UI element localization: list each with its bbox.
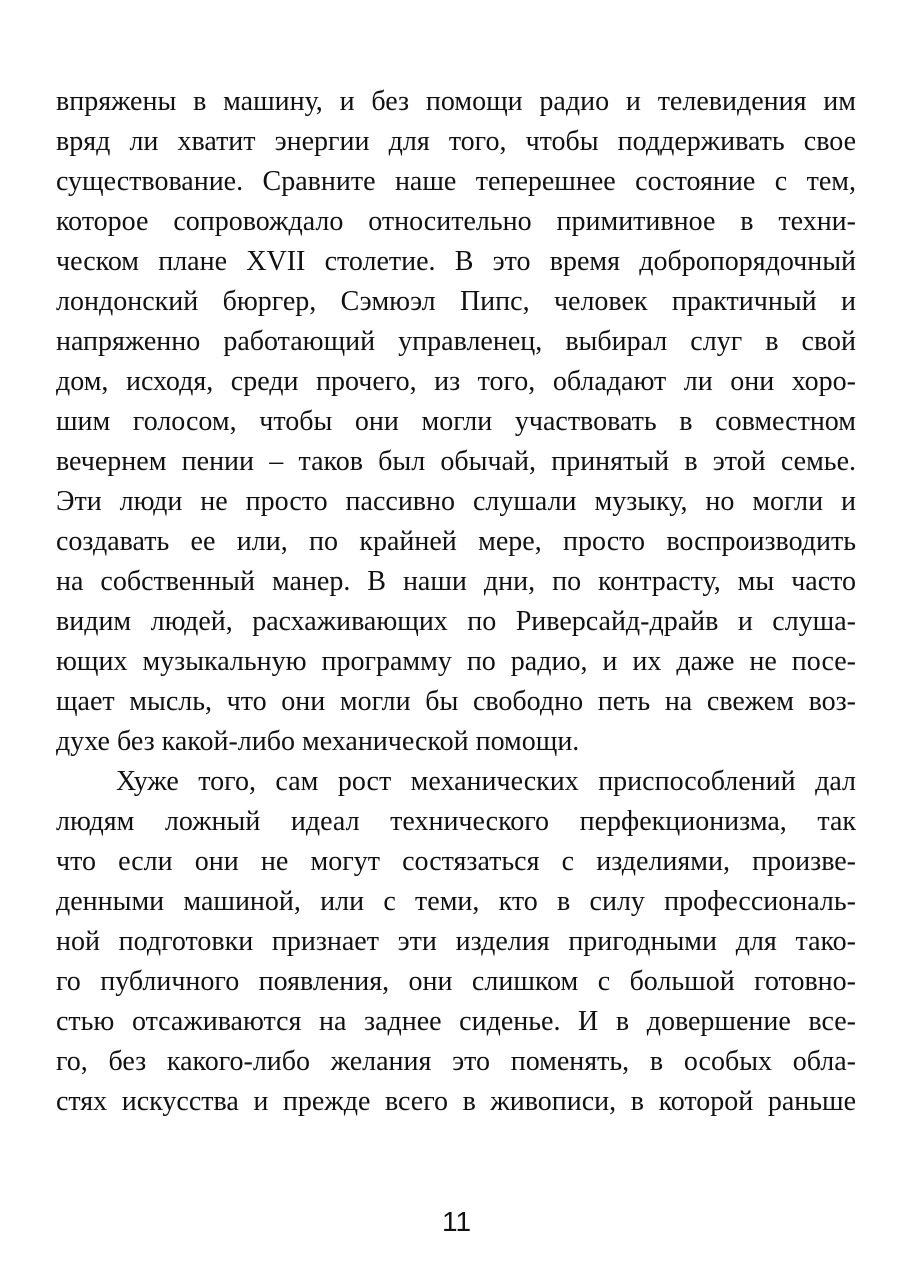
paragraph-2 — [56, 762, 856, 1122]
text-line: Эти люди не просто пассивно слушали музыку, но могли и — [56, 486, 856, 517]
text-line: людям ложный идеал технического перфекционизма, так — [56, 806, 856, 837]
text-line: духе без какой-либо механической помощи. — [56, 726, 580, 757]
text-line: шим голосом, чтобы они могли участвовать в совместном — [56, 406, 856, 437]
body-text — [56, 82, 856, 1122]
text-line: на собственный манер. В наши дни, по контрасту, мы часто — [56, 566, 856, 597]
text-line: стях искусства и прежде всего в живописи, в которой раньше — [56, 1086, 856, 1117]
text-line: впряжены в машину, и без помощи радио и телевидения им — [56, 86, 856, 117]
text-line: стью отсаживаются на заднее сиденье. И в довершение все- — [56, 1006, 856, 1037]
text-line: которое сопровождало относительно примитивное в техни- — [56, 206, 856, 237]
text-line: напряженно работающий управленец, выбирал слуг в свой — [56, 326, 856, 357]
text-line: ческом плане XVII столетие. В это время добропорядочный — [56, 246, 856, 277]
page-number: 11 — [441, 1206, 472, 1237]
text-line: создавать ее или, по крайней мере, просто воспроизводить — [56, 526, 856, 557]
text-line: денными машиной, или с теми, кто в силу профессиональ- — [56, 886, 856, 917]
text-line: видим людей, расхаживающих по Риверсайд-драйв и слуша- — [56, 606, 856, 637]
text-line: дом, исходя, среди прочего, из того, обладают ли они хоро- — [56, 366, 856, 397]
text-line: ной подготовки признает эти изделия пригодными для тако- — [56, 926, 856, 957]
text-line: вряд ли хватит энергии для того, чтобы поддерживать свое — [56, 126, 856, 157]
text-line: щает мысль, что они могли бы свободно петь на свежем воз- — [56, 686, 856, 717]
text-line: лондонский бюргер, Сэмюэл Пипс, человек практичный и — [56, 286, 856, 317]
text-line: го, без какого-либо желания это поменять, в особых обла- — [56, 1046, 856, 1077]
text-line: что если они не могут состязаться с изделиями, произве- — [56, 846, 856, 877]
text-line: Хуже того, сам рост механических приспособлений дал — [116, 766, 856, 797]
text-line: ющих музыкальную программу по радио, и их даже не посе- — [56, 646, 856, 677]
text-line: вечернем пении – таков был обычай, принятый в этой семье. — [56, 446, 856, 477]
text-line: существование. Сравните наше теперешнее состояние с тем, — [56, 166, 856, 197]
paragraph-1 — [56, 82, 856, 762]
text-line: го публичного появления, они слишком с большой готовно- — [56, 966, 856, 997]
